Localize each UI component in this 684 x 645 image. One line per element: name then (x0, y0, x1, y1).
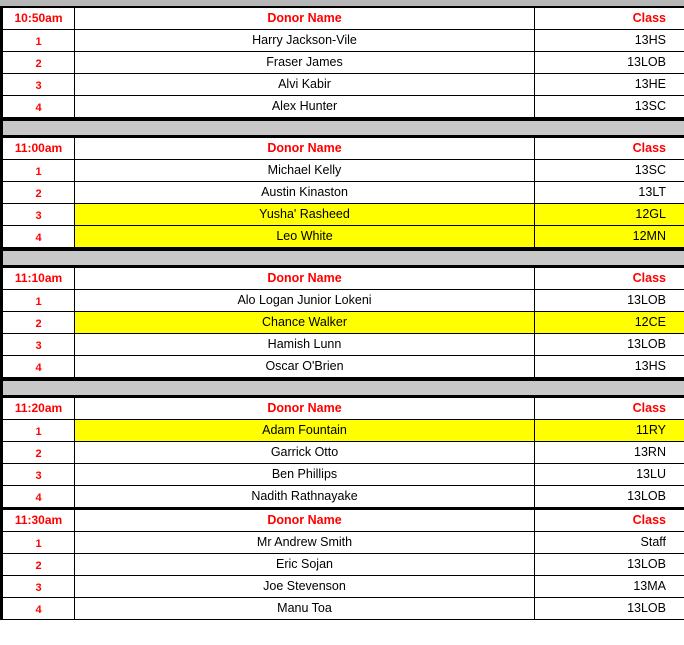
donor-row (0, 226, 684, 248)
donor-name: Yusha' Rasheed (75, 204, 535, 225)
class-header: Class (632, 141, 666, 155)
donor-row (0, 554, 684, 576)
donor-number: 1 (0, 30, 75, 51)
donor-class: 13HE (634, 77, 666, 91)
donor-number: 2 (0, 554, 75, 575)
donor-row (0, 576, 684, 598)
donor-number: 2 (0, 312, 75, 333)
donor-row (0, 532, 684, 554)
donor-name: Chance Walker (75, 312, 535, 333)
donor-number: 3 (0, 334, 75, 355)
time-label: 11:10am (0, 268, 75, 289)
donor-row (0, 52, 684, 74)
donor-row (0, 420, 684, 442)
donor-number: 1 (0, 532, 75, 553)
time-slot (0, 268, 684, 378)
slot-header-row (0, 398, 684, 420)
donor-name: Oscar O'Brien (75, 356, 535, 377)
time-slot (0, 138, 684, 248)
slot-header-row (0, 138, 684, 160)
donor-row (0, 442, 684, 464)
donor-class: 13RN (634, 445, 666, 459)
donor-class: 13LOB (627, 293, 666, 307)
class-header: Class (632, 401, 666, 415)
donor-row (0, 312, 684, 334)
donor-row (0, 356, 684, 378)
donor-name: Ben Phillips (75, 464, 535, 485)
donor-class: 13SC (634, 99, 666, 113)
donor-number: 1 (0, 160, 75, 181)
donor-row (0, 204, 684, 226)
donor-class: 13LOB (627, 337, 666, 351)
donor-number: 1 (0, 420, 75, 441)
donor-row (0, 30, 684, 52)
donor-name: Leo White (75, 226, 535, 247)
slot-list (0, 8, 684, 620)
donor-name: Alvi Kabir (75, 74, 535, 95)
donor-class: 13LU (636, 467, 666, 481)
donor-name: Harry Jackson-Vile (75, 30, 535, 51)
donor-name: Alex Hunter (75, 96, 535, 117)
donor-class: Staff (640, 535, 666, 549)
top-border (0, 0, 684, 8)
slot-separator (0, 378, 684, 398)
donor-number: 3 (0, 204, 75, 225)
donor-name-header: Donor Name (75, 510, 535, 531)
donor-name: Eric Sojan (75, 554, 535, 575)
time-slot (0, 8, 684, 118)
donor-class: 13LOB (627, 557, 666, 571)
class-header: Class (632, 271, 666, 285)
slot-header-row (0, 8, 684, 30)
donor-number: 2 (0, 52, 75, 73)
donor-row (0, 160, 684, 182)
donor-name: Mr Andrew Smith (75, 532, 535, 553)
slot-separator (0, 118, 684, 138)
donor-number: 2 (0, 442, 75, 463)
donor-name-header: Donor Name (75, 398, 535, 419)
time-label: 11:20am (0, 398, 75, 419)
donor-row (0, 182, 684, 204)
donor-number: 2 (0, 182, 75, 203)
donor-name: Manu Toa (75, 598, 535, 619)
donor-row (0, 486, 684, 508)
donor-row (0, 96, 684, 118)
donor-number: 4 (0, 356, 75, 377)
class-header: Class (632, 11, 666, 25)
donor-class: 13LOB (627, 489, 666, 503)
donor-number: 4 (0, 226, 75, 247)
donor-number: 3 (0, 464, 75, 485)
donor-class: 12MN (535, 226, 684, 247)
donor-number: 4 (0, 96, 75, 117)
donor-class: 12GL (535, 204, 684, 225)
donor-row (0, 334, 684, 356)
donor-name: Joe Stevenson (75, 576, 535, 597)
donor-name-header: Donor Name (75, 268, 535, 289)
donor-class: 13LOB (627, 55, 666, 69)
donor-number: 4 (0, 486, 75, 507)
slot-separator (0, 248, 684, 268)
donor-class: 12CE (535, 312, 684, 333)
donor-name-header: Donor Name (75, 8, 535, 29)
donor-row (0, 598, 684, 620)
donor-row (0, 290, 684, 312)
time-slot (0, 510, 684, 620)
slot-header-row (0, 268, 684, 290)
time-label: 11:00am (0, 138, 75, 159)
donor-class: 13HS (634, 33, 666, 47)
slot-header-row (0, 510, 684, 532)
donor-row (0, 74, 684, 96)
donor-name: Adam Fountain (75, 420, 535, 441)
donor-name: Austin Kinaston (75, 182, 535, 203)
donor-class: 13LT (638, 185, 666, 199)
donor-class: 13HS (634, 359, 666, 373)
donor-number: 4 (0, 598, 75, 619)
time-label: 10:50am (0, 8, 75, 29)
time-label: 11:30am (0, 510, 75, 531)
donor-number: 3 (0, 576, 75, 597)
donor-number: 1 (0, 290, 75, 311)
time-slot (0, 398, 684, 508)
donor-number: 3 (0, 74, 75, 95)
donor-class: 13MA (633, 579, 666, 593)
donor-name-header: Donor Name (75, 138, 535, 159)
donor-name: Michael Kelly (75, 160, 535, 181)
donor-name: Garrick Otto (75, 442, 535, 463)
donor-class: 13SC (634, 163, 666, 177)
donor-row (0, 464, 684, 486)
donor-name: Alo Logan Junior Lokeni (75, 290, 535, 311)
donor-class: 13LOB (627, 601, 666, 615)
class-header: Class (632, 513, 666, 527)
donor-class: 11RY (535, 420, 684, 441)
donor-name: Fraser James (75, 52, 535, 73)
donor-name: Hamish Lunn (75, 334, 535, 355)
donor-name: Nadith Rathnayake (75, 486, 535, 507)
